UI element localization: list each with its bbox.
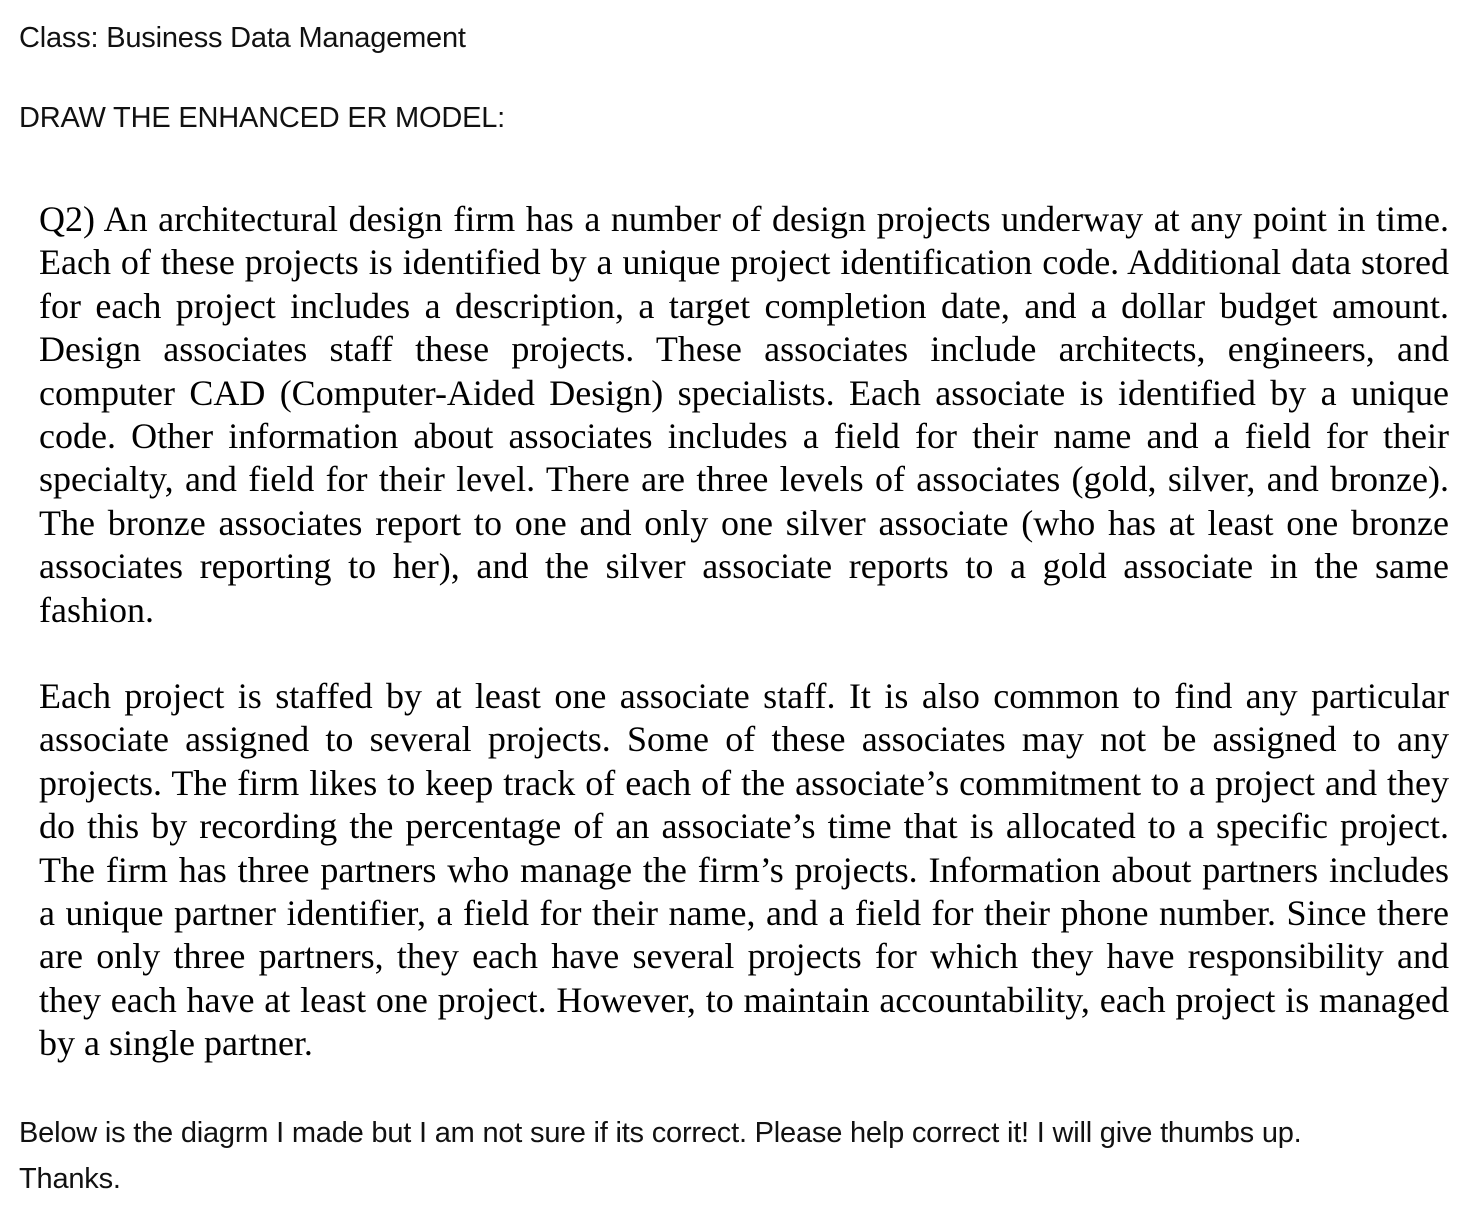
question-paragraph-2: Each project is staffed by at least one associate staff. It is also common to find any particular associate assigned to several projects. Some of these associates may not be assigned to any projects. The firm likes to keep track of each of the associate’s commitment to a project and they do this by recording the percentage of an associate’s time that is allocated to a specific project. The firm has three partners who manage the firm’s projects. Information about partners includes a unique partner identifier, a field for their name, and a field for their phone number. Since there are only three partners, they each have several projects for which they have responsibility and they each have at least one project. However, to maintain accountability, each project is managed by a single partner. [39,676,1449,1064]
closing-note-line-2: Thanks. [19,1163,121,1195]
question-paragraph-1: Q2) An architectural design firm has a number of design projects underway at any point in time. Each of these projects is identified by a unique project identification code. Additional data stored for each project includes a description, a target completion date, and a dollar budget amount. Design associates staff these projects. These associates include architects, engineers, and computer CAD (Computer-Aided Design) specialists. Each associate is identified by a unique code. Other information about associates includes a field for their name and a field for their specialty, and field for their level. There are three levels of associates (gold, silver, and bronze). The bronze associates report to one and only one silver associate (who has at least one bronze associates reporting to her), and the silver associate reports to a gold associate in the same fashion. [39,199,1449,630]
closing-note-line-1: Below is the diagrm I made but I am not sure if its correct. Please help correct it! I will give thumbs up. [19,1117,1302,1149]
class-label: Class: Business Data Management [19,22,466,54]
instruction-heading: DRAW THE ENHANCED ER MODEL: [19,102,506,134]
closing-note [19,1110,1469,1202]
